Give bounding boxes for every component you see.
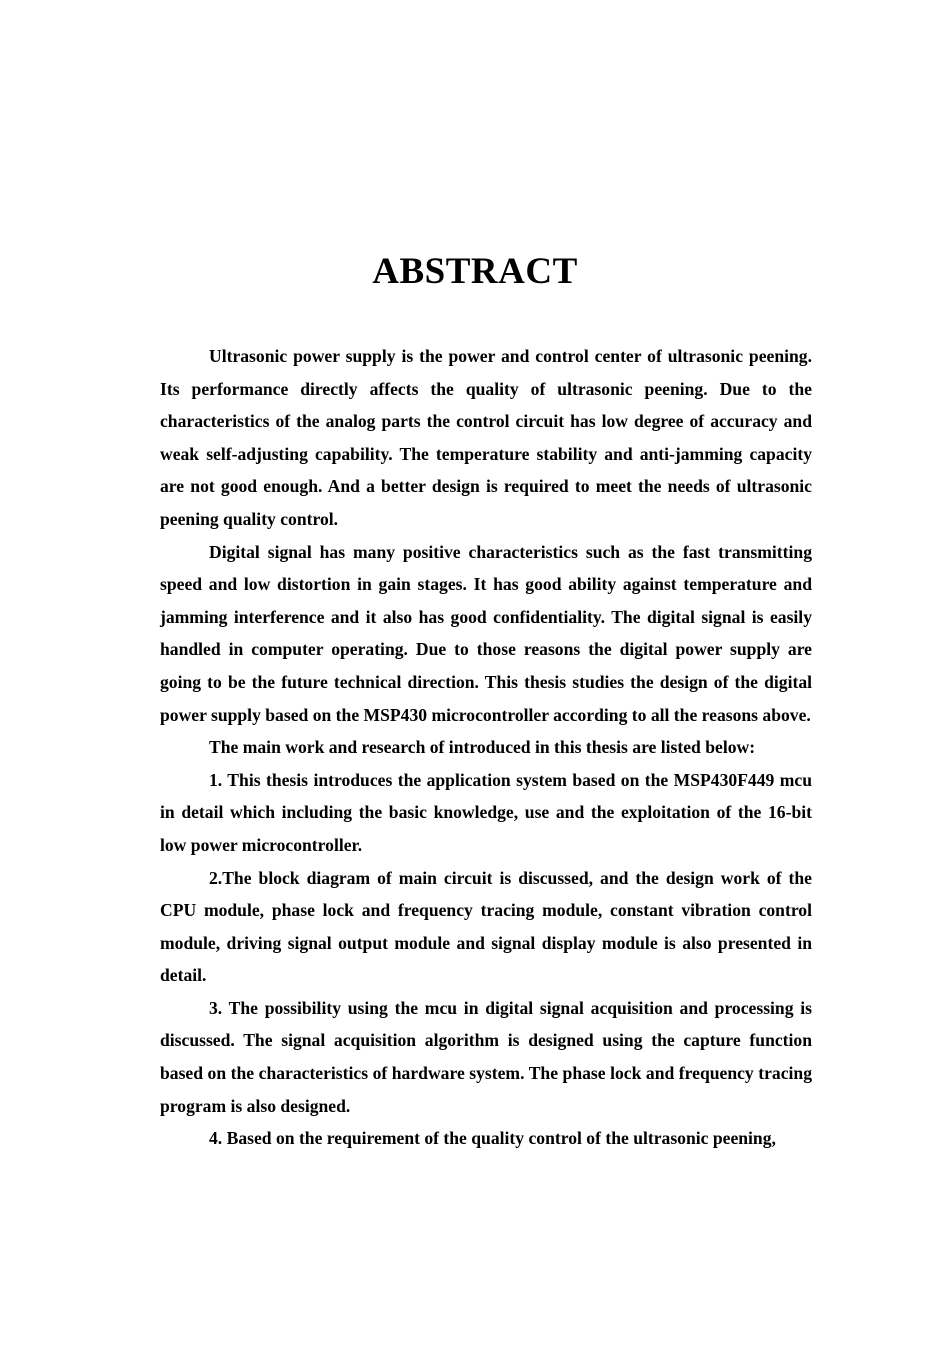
paragraph-2: Digital signal has many positive characteristics such as the fast transmitting speed and low distortion in gain stages. It has good ability against temperature and jamming interference and it also has good confidentiality. The digital signal is easily handled in computer operating. Due to those reasons the digital power supply are going to be the future technical direction. This thesis studies the design of the digital power supply based on the MSP430 microcontroller according to all the reasons above. (160, 541, 812, 725)
list-item-3: 3. The possibility using the mcu in digital signal acquisition and processing is discussed. The signal acquisition algorithm is designed using the capture function based on the characteristics of hardware system. The phase lock and frequency tracing program is also designed. (160, 997, 812, 1116)
abstract-title: ABSTRACT (372, 251, 578, 292)
paragraph-3: The main work and research of introduced in this thesis are listed below: (209, 737, 756, 758)
list-item-1: 1. This thesis introduces the application system based on the MSP430F449 mcu in detail which including the basic knowledge, use and the exploitation of the 16-bit low power microcontroller. (160, 769, 812, 855)
list-item-4: 4. Based on the requirement of the quality control of the ultrasonic peening, (209, 1128, 776, 1149)
paragraph-1: Ultrasonic power supply is the power and control center of ultrasonic peening. Its performance directly affects the quality of ultrasonic peening. Due to the characteristics of the analog parts the control circuit has low degree of accuracy and weak self-adjusting capability. The temperature stability and anti-jamming capacity are not good enough. And a better design is required to meet the needs of ultrasonic peening quality control. (160, 346, 812, 529)
abstract-body (160, 340, 812, 1155)
list-item-2: 2.The block diagram of main circuit is discussed, and the design work of the CPU module, phase lock and frequency tracing module, constant vibration control module, driving signal output module and signal display module is also presented in detail. (160, 867, 812, 986)
